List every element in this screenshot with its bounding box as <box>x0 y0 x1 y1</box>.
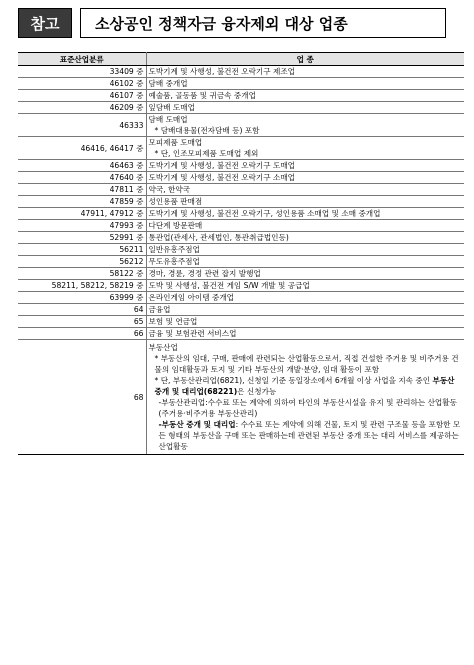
title-row <box>18 8 446 38</box>
note-bold-text: -부동산 중개 및 대리업 <box>158 420 236 429</box>
row-code: 47640 중 <box>18 172 146 184</box>
row-code: 58122 중 <box>18 268 146 280</box>
row-code: 46102 중 <box>18 78 146 90</box>
row-code: 65 <box>18 316 146 328</box>
industry-line: 담배 도매업 <box>148 115 188 124</box>
row-code: 66 <box>18 328 146 340</box>
industry-line: 무도유흥주점업 <box>148 257 200 266</box>
table-row <box>18 137 464 160</box>
row-industry <box>146 196 464 208</box>
row-code: 68 <box>18 340 146 455</box>
table-row <box>18 220 464 232</box>
row-code: 63999 중 <box>18 292 146 304</box>
industry-line: 금융업 <box>148 305 171 314</box>
table-row <box>18 114 464 137</box>
table-row <box>18 208 464 220</box>
note-line: * 담배대용물(전자담배 등) 포함 <box>154 126 260 135</box>
industry-line: 도박기계 및 사행성, 불건전 오락기구 도매업 <box>148 161 296 170</box>
reference-badge: 참고 <box>18 8 72 38</box>
industry-line: 다단계 방문판매 <box>148 221 203 230</box>
row-industry <box>146 304 464 316</box>
note-text: * 단, 부동산관리업(6821), 신청일 기준 동일장소에서 6개월 이상 사업을 지속 중인 <box>154 376 433 385</box>
row-code: 47993 중 <box>18 220 146 232</box>
row-code: 58211, 58212, 58219 중 <box>18 280 146 292</box>
row-code: 46463 중 <box>18 160 146 172</box>
row-code: 46416, 46417 중 <box>18 137 146 160</box>
table-row <box>18 90 464 102</box>
table-row <box>18 160 464 172</box>
industry-line: 성인용품 판매점 <box>148 197 203 206</box>
table-row <box>18 316 464 328</box>
row-industry <box>146 78 464 90</box>
row-code: 47859 중 <box>18 196 146 208</box>
row-industry <box>146 137 464 160</box>
row-code: 46333 <box>18 114 146 137</box>
note-line <box>149 375 463 397</box>
table-row-real-estate <box>18 340 464 455</box>
industry-line: 예술품, 골동품 및 귀금속 중개업 <box>148 91 256 100</box>
table-header-row <box>18 53 464 66</box>
table-row <box>18 292 464 304</box>
row-industry <box>146 114 464 137</box>
row-industry <box>146 232 464 244</box>
industry-line: 금융 및 보험관련 서비스업 <box>148 329 237 338</box>
industry-line: 모피제품 도매업 <box>148 138 203 147</box>
industry-line: 보험 및 연금업 <box>148 317 198 326</box>
row-code: 47811 중 <box>18 184 146 196</box>
table-row <box>18 328 464 340</box>
excluded-industries-table <box>18 52 464 455</box>
row-code: 64 <box>18 304 146 316</box>
industry-line: 일반유흥주점업 <box>148 245 200 254</box>
table-row <box>18 172 464 184</box>
industry-line: 온라인게임 아이템 중개업 <box>148 293 235 302</box>
table-row <box>18 196 464 208</box>
row-industry <box>146 268 464 280</box>
table-row <box>18 66 464 78</box>
row-industry <box>146 102 464 114</box>
row-industry <box>146 256 464 268</box>
note-line: -부동산관리업:수수료 또는 계약에 의하여 타인의 부동산시설을 유지 및 관리하는 산업활동(주거용·비주거용 부동산관리) <box>158 398 457 418</box>
industry-line: 약국, 한약국 <box>148 185 191 194</box>
row-industry <box>146 316 464 328</box>
row-code: 56211 <box>18 244 146 256</box>
table-row <box>18 184 464 196</box>
industry-line: 도박기계 및 사행성, 불건전 오락기구, 성인용품 소매업 및 소매 중개업 <box>148 209 381 218</box>
table-row <box>18 280 464 292</box>
note-bold-text: 부동산 중개 및 대리업(68221) <box>154 376 455 396</box>
table-row <box>18 268 464 280</box>
table-row <box>18 244 464 256</box>
table-row <box>18 304 464 316</box>
industry-line: 도박 및 사행성, 불건전 게임 S/W 개발 및 공급업 <box>148 281 310 290</box>
page-title: 소상공인 정책자금 융자제외 대상 업종 <box>80 8 446 38</box>
row-industry <box>146 244 464 256</box>
table-row <box>18 102 464 114</box>
note-line: * 부동산의 임대, 구매, 판매에 관련되는 산업활동으로서, 직접 건설한 주거용 및 비주거용 건물의 임대활동과 토지 및 기타 부동산의 개발·분양, 임대 활동이 포함 <box>154 354 459 374</box>
row-industry <box>146 172 464 184</box>
row-code: 33409 중 <box>18 66 146 78</box>
note-line: * 단, 인조모피제품 도매업 제외 <box>154 149 259 158</box>
industry-line: 도박기계 및 사행성, 불건전 오락기구 소매업 <box>148 173 296 182</box>
row-industry <box>146 292 464 304</box>
row-code: 56212 <box>18 256 146 268</box>
industry-line: 경마, 경륜, 경정 관련 잡지 발행업 <box>148 269 261 278</box>
note-text: 은 신청가능 <box>237 387 277 396</box>
row-industry <box>146 184 464 196</box>
row-code: 46107 중 <box>18 90 146 102</box>
row-industry <box>146 328 464 340</box>
table-row <box>18 256 464 268</box>
table-row <box>18 232 464 244</box>
row-industry <box>146 90 464 102</box>
row-title: 부동산업 <box>148 343 178 352</box>
column-header-industry: 업 종 <box>146 53 464 66</box>
row-industry <box>146 66 464 78</box>
row-code: 46209 중 <box>18 102 146 114</box>
industry-line: 잎담배 도매업 <box>148 103 195 112</box>
table-body <box>18 66 464 455</box>
row-industry <box>146 208 464 220</box>
column-header-code: 표준산업분류 <box>18 53 146 66</box>
industry-line: 담배 중개업 <box>148 79 188 88</box>
row-industry <box>146 280 464 292</box>
industry-line: 도박기계 및 사행성, 불건전 오락기구 제조업 <box>148 67 296 76</box>
note-line <box>149 419 463 452</box>
row-code: 47911, 47912 중 <box>18 208 146 220</box>
row-industry <box>146 220 464 232</box>
industry-line: 통관업(관세사, 관세법인, 통관취급법인등) <box>148 233 289 242</box>
row-code: 52991 중 <box>18 232 146 244</box>
row-industry <box>146 160 464 172</box>
note-text: : 수수료 또는 계약에 의해 건물, 토지 및 관련 구조물 등을 포함한 모든 형태의 부동산을 구매 또는 판매하는데 관련된 부동산 중개 또는 대리 서비스를 제공하는 산업활동 <box>158 420 461 451</box>
table-row <box>18 78 464 90</box>
row-industry <box>146 340 464 455</box>
